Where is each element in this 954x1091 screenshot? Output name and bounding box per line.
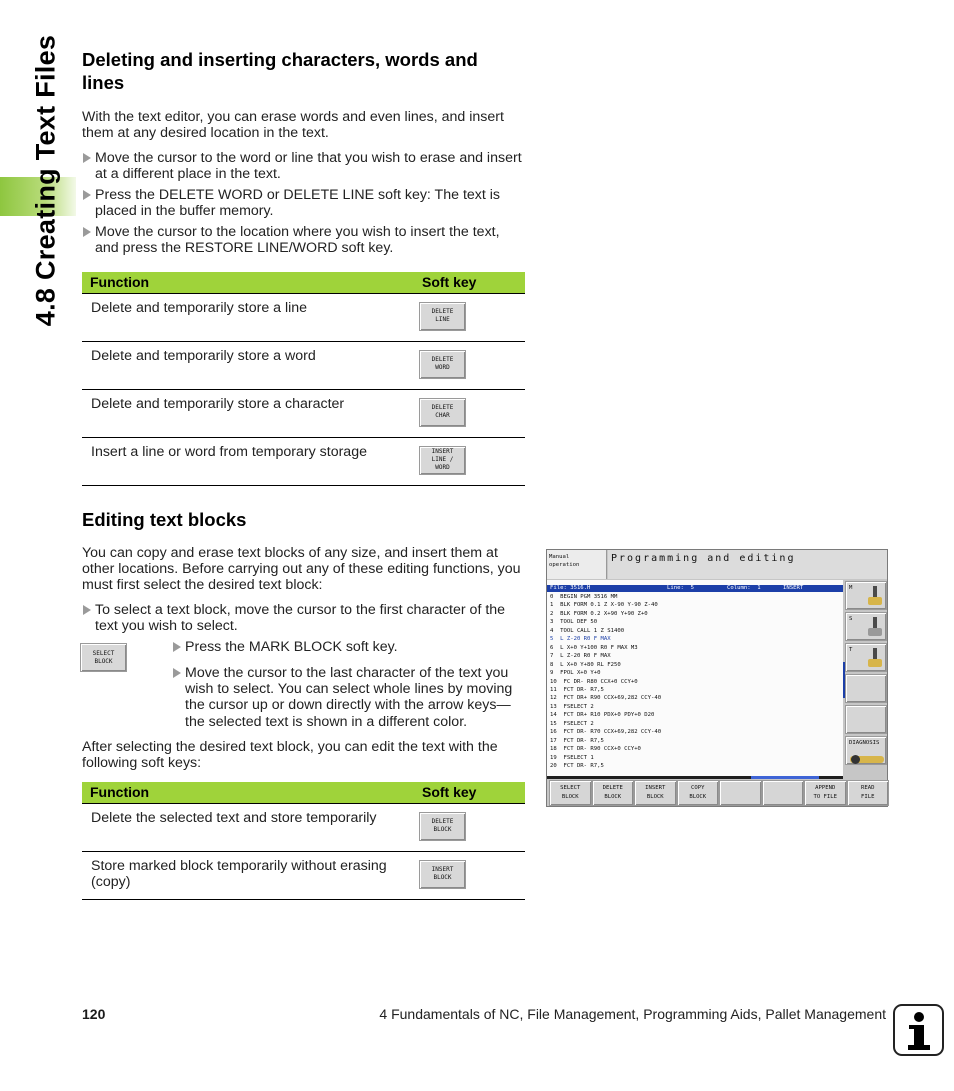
function-cell: Store marked block temporarily without erasing (copy) bbox=[91, 857, 387, 890]
section-heading-deleting: Deleting and inserting characters, words and lines bbox=[82, 49, 478, 93]
screen-softkey-read-file[interactable]: READ FILE bbox=[847, 780, 890, 806]
table-header-row bbox=[82, 272, 525, 293]
bullet-arrow-icon bbox=[173, 642, 181, 652]
insert-line-word-softkey[interactable]: INSERT LINE / WORD bbox=[419, 446, 466, 475]
column-header-softkey: Soft key bbox=[419, 782, 525, 803]
screen-softkey-copy-block[interactable]: COPY BLOCK bbox=[677, 780, 720, 806]
control-screen-screenshot bbox=[546, 549, 888, 807]
column-header-softkey: Soft key bbox=[419, 272, 525, 293]
vkey-m-function[interactable]: M bbox=[845, 581, 887, 610]
step-item: Move the cursor to the word or line that you wish to erase and insert at a different place in the text. bbox=[82, 150, 527, 182]
table-row bbox=[82, 437, 525, 485]
program-line: 6 L X+0 Y+100 R0 F MAX M3 bbox=[550, 644, 638, 651]
program-line: 2 BLK FORM 0.2 X+90 Y+90 Z+0 bbox=[550, 610, 648, 617]
function-cell: Delete the selected text and store temporarily bbox=[91, 809, 377, 826]
program-line: 18 FCT DR- R90 CCX+0 CCY+0 bbox=[550, 746, 641, 753]
vkey-s-function[interactable]: S bbox=[845, 612, 887, 641]
program-line: 12 FCT DR+ R90 CCX+69,282 CCY-40 bbox=[550, 695, 662, 702]
program-editor-area bbox=[547, 580, 843, 776]
screen-softkey-select-block[interactable]: SELECT BLOCK bbox=[549, 780, 592, 806]
sub-step-item: Press the MARK BLOCK soft key. bbox=[172, 639, 524, 655]
program-line: 1 BLK FORM 0.1 Z X-90 Y-90 Z-40 bbox=[550, 602, 658, 609]
function-cell: Delete and temporarily store a word bbox=[91, 347, 316, 364]
screen-softkey-append-to-file[interactable]: APPEND TO FILE bbox=[804, 780, 847, 806]
program-line: 8 L X+0 Y+80 RL F250 bbox=[550, 661, 621, 668]
select-block-softkey[interactable]: SELECT BLOCK bbox=[80, 643, 127, 672]
bullet-arrow-icon bbox=[83, 153, 91, 163]
vkey-blank[interactable] bbox=[845, 705, 887, 734]
bullet-arrow-icon bbox=[83, 190, 91, 200]
delete-word-softkey[interactable]: DELETE WORD bbox=[419, 350, 466, 379]
chapter-side-title: 4.8 Creating Text Files bbox=[30, 34, 61, 326]
chapter-footer: 4 Fundamentals of NC, File Management, Programming Aids, Pallet Management bbox=[379, 1006, 886, 1022]
step-item: To select a text block, move the cursor to the first character of the text you wish to select. bbox=[82, 602, 527, 634]
table-row bbox=[82, 803, 525, 851]
vkey-t-function[interactable]: T bbox=[845, 643, 887, 672]
program-line: 9 FPOL X+0 Y+0 bbox=[550, 670, 601, 677]
sub-step-item: Move the cursor to the last character of the text you wish to select. You can select whole lines by moving the cursor up or down directly with the arrow keys—the selected text is shown in a different color. bbox=[172, 665, 524, 730]
table-header-row bbox=[82, 782, 525, 803]
bullet-arrow-icon bbox=[83, 227, 91, 237]
function-cell: Insert a line or word from temporary storage bbox=[91, 443, 367, 460]
program-line: 3 TOOL DEF 50 bbox=[550, 619, 598, 626]
page-number: 120 bbox=[82, 1006, 106, 1022]
column-header-function: Function bbox=[82, 272, 419, 293]
step-item: Move the cursor to the location where you wish to insert the text, and press the RESTORE LINE/WORD soft key. bbox=[82, 224, 527, 256]
screen-softkey-blank[interactable] bbox=[719, 780, 762, 806]
function-cell: Delete and temporarily store a line bbox=[91, 299, 308, 316]
delete-block-softkey[interactable]: DELETE BLOCK bbox=[419, 812, 466, 841]
program-line: 13 FSELECT 2 bbox=[550, 703, 594, 710]
spindle-speed-icon bbox=[868, 617, 882, 637]
program-line: 14 FCT DR+ R10 PDX+0 PDY+0 D20 bbox=[550, 712, 655, 719]
bottom-divider-highlight bbox=[751, 776, 819, 779]
operating-mode-panel: Manual operation bbox=[547, 550, 607, 579]
section2-after-text: After selecting the desired text block, you can edit the text with the following soft keys: bbox=[82, 739, 498, 772]
section2-intro: You can copy and erase text blocks of any size, and insert them at other locations. Before carrying out any of these editing functions, you must first select the desired text block: bbox=[82, 545, 521, 594]
bullet-arrow-icon bbox=[83, 605, 91, 615]
diagnosis-icon bbox=[850, 756, 884, 763]
horizontal-softkey-bar bbox=[549, 780, 889, 806]
screen-softkey-blank[interactable] bbox=[762, 780, 805, 806]
program-line: 11 FCT DR- R7,5 bbox=[550, 686, 604, 693]
delete-char-softkey[interactable]: DELETE CHAR bbox=[419, 398, 466, 427]
vkey-blank[interactable] bbox=[845, 674, 887, 703]
program-line: 7 L Z-20 R0 F MAX bbox=[550, 653, 611, 660]
section1-intro: With the text editor, you can erase words and even lines, and insert them at any desired location in the text. bbox=[82, 109, 504, 142]
table-row bbox=[82, 293, 525, 341]
program-line: 15 FSELECT 2 bbox=[550, 720, 594, 727]
table-row bbox=[82, 341, 525, 389]
program-line: 10 FC DR- R80 CCX+0 CCY+0 bbox=[550, 678, 638, 685]
softkey-table-characters bbox=[82, 272, 525, 486]
program-listing bbox=[550, 593, 661, 771]
screen-mode-title: Programming and editing bbox=[608, 550, 887, 579]
program-line: 0 BEGIN PGM 3516 MM bbox=[550, 594, 618, 600]
table-row bbox=[82, 389, 525, 437]
bullet-arrow-icon bbox=[173, 668, 181, 678]
program-line: 4 TOOL CALL 1 Z S1400 bbox=[550, 627, 625, 634]
section-heading-editing-blocks: Editing text blocks bbox=[82, 509, 247, 530]
function-cell: Delete and temporarily store a character bbox=[91, 395, 345, 412]
program-line: 17 FCT DR- R7,5 bbox=[550, 737, 604, 744]
softkey-table-blocks bbox=[82, 782, 525, 900]
table-row bbox=[82, 851, 525, 899]
program-line: 5 L Z-20 R0 F MAX bbox=[550, 636, 611, 643]
insert-block-softkey[interactable]: INSERT BLOCK bbox=[419, 860, 466, 889]
editor-status-bar: File: 3516.H Line: 5 Column: 1 INSERT bbox=[547, 585, 843, 592]
screen-softkey-delete-block[interactable]: DELETE BLOCK bbox=[592, 780, 635, 806]
info-icon bbox=[893, 1004, 944, 1056]
screen-softkey-insert-block[interactable]: INSERT BLOCK bbox=[634, 780, 677, 806]
program-line: 19 FSELECT 1 bbox=[550, 754, 594, 761]
step-item: Press the DELETE WORD or DELETE LINE soft key: The text is placed in the buffer memory. bbox=[82, 187, 527, 219]
spindle-icon bbox=[868, 586, 882, 606]
program-line: 16 FCT DR- R70 CCX+69,282 CCY-40 bbox=[550, 729, 662, 736]
vkey-diagnosis[interactable]: DIAGNOSIS bbox=[845, 736, 887, 765]
column-header-function: Function bbox=[82, 782, 419, 803]
program-line: 20 FCT DR- R7,5 bbox=[550, 763, 604, 770]
delete-line-softkey[interactable]: DELETE LINE bbox=[419, 302, 466, 331]
tool-arrows-icon bbox=[868, 648, 882, 668]
vertical-softkey-bar bbox=[845, 581, 887, 767]
